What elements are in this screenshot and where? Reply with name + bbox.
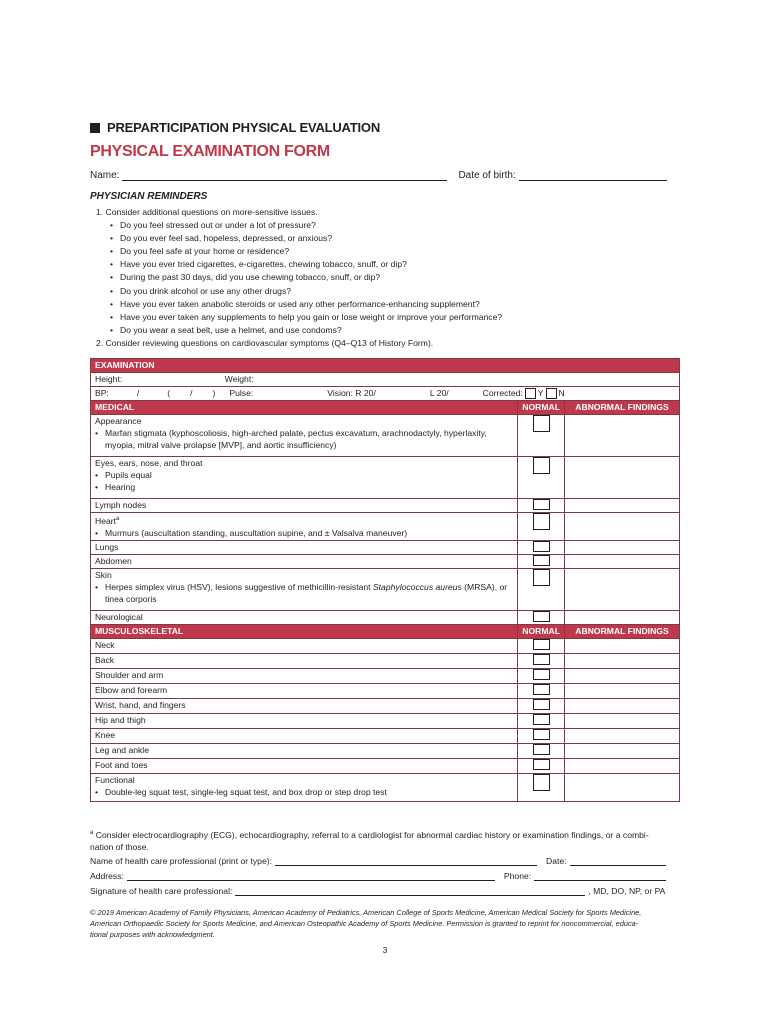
abnormal-findings-field[interactable] [565, 639, 680, 654]
reminder-bullet: • Do you drink alcohol or use any other drugs? [96, 285, 502, 298]
row-bullet: • Herpes simplex virus (HSV), lesions suggestive of methicillin-resistant Staphylococcus aureus (MRSA), or [95, 581, 513, 593]
weight-label: Weight: [224, 374, 254, 384]
square-icon [90, 123, 100, 133]
normal-checkbox[interactable] [533, 669, 550, 680]
reminder-item-2: 2. Consider reviewing questions on cardiovascular symptoms (Q4–Q13 of History Form). [96, 337, 434, 348]
phone-label: Phone: [503, 871, 532, 881]
msk-row-functional [91, 774, 680, 802]
musculoskeletal-header [91, 625, 680, 639]
abnormal-findings-field[interactable] [565, 729, 680, 744]
corrected-no-checkbox[interactable] [546, 388, 557, 399]
row-bullet: • Marfan stigmata (kyphoscoliosis, high-arched palate, pectus excavatum, arachnodactyly, hyperlaxity, [95, 427, 513, 439]
exam-row-lungs [91, 541, 680, 555]
footnote [90, 827, 680, 854]
row-label: Skin [95, 570, 112, 580]
abnormal-findings-field[interactable] [565, 513, 680, 541]
normal-checkbox[interactable] [533, 699, 550, 710]
exam-row-neuro [91, 611, 680, 625]
bp-slash: / [136, 388, 140, 398]
vitals-row [91, 387, 680, 401]
musculoskeletal-section-label: MUSCULOSKELETAL [91, 625, 518, 639]
dob-label: Date of birth: [458, 170, 516, 181]
reminders-list [96, 206, 502, 350]
top-title: PREPARTICIPATION PHYSICAL EVALUATION [107, 120, 381, 135]
name-field[interactable] [122, 179, 447, 181]
normal-checkbox[interactable] [533, 684, 550, 695]
footnote-marker: a [90, 830, 94, 836]
reminder-bullet: • Do you feel safe at your home or residence? [96, 245, 502, 258]
normal-checkbox[interactable] [533, 611, 550, 622]
date-label: Date: [546, 856, 567, 866]
page-number: 3 [382, 945, 388, 955]
msk-row-elbow [91, 684, 680, 699]
form-title: PHYSICAL EXAMINATION FORM [90, 143, 330, 160]
msk-row-shoulder [91, 669, 680, 684]
abnormal-findings-field[interactable] [565, 457, 680, 499]
corrected-yes-checkbox[interactable] [525, 388, 536, 399]
normal-checkbox[interactable] [533, 714, 550, 725]
address-row [90, 871, 680, 881]
abnormal-findings-field[interactable] [565, 415, 680, 457]
normal-checkbox[interactable] [533, 654, 550, 665]
row-label: Eyes, ears, nose, and throat [95, 458, 203, 468]
examination-section-label: EXAMINATION [91, 359, 680, 373]
msk-row-wrist [91, 699, 680, 714]
header-top [90, 120, 380, 135]
row-label: Shoulder and arm [91, 669, 518, 684]
row-label: Wrist, hand, and fingers [91, 699, 518, 714]
exam-row-eent [91, 457, 680, 499]
normal-checkbox[interactable] [533, 499, 550, 510]
abnormal-findings-field[interactable] [565, 759, 680, 774]
corrected-yes-label: Y [537, 388, 544, 398]
row-label: Neurological [91, 611, 518, 625]
provider-name-label: Name of health care professional (print or type): [90, 856, 272, 866]
abnormal-findings-field[interactable] [565, 684, 680, 699]
name-label: Name: [90, 170, 120, 181]
examination-header [91, 359, 680, 373]
exam-row-appearance [91, 415, 680, 457]
normal-checkbox[interactable] [533, 555, 550, 566]
normal-checkbox[interactable] [533, 639, 550, 650]
abnormal-column-header: ABNORMAL FINDINGS [565, 625, 680, 639]
reminder-bullet: • Have you ever taken any supplements to help you gain or lose weight or improve your performance? [96, 311, 502, 324]
date-field[interactable] [570, 864, 666, 866]
row-label: Appearance [95, 416, 142, 426]
vision-left-label: L 20/ [429, 388, 449, 398]
abnormal-findings-field[interactable] [565, 699, 680, 714]
row-label: Lungs [91, 541, 518, 555]
row-bullet: • Murmurs (auscultation standing, auscultation supine, and ± Valsalva maneuver) [95, 527, 513, 539]
abnormal-findings-field[interactable] [565, 669, 680, 684]
row-label: Neck [91, 639, 518, 654]
copyright-line: © 2019 American Academy of Family Physicians, American Academy of Pediatrics, American College of Sports Medicine, American Medical Society for Sports Medicine, [90, 908, 642, 917]
normal-checkbox[interactable] [533, 759, 550, 770]
row-label: Hip and thigh [91, 714, 518, 729]
normal-checkbox[interactable] [533, 513, 550, 530]
identity-row [90, 170, 680, 181]
row-label: Lymph nodes [91, 499, 518, 513]
msk-row-foot [91, 759, 680, 774]
reminder-bullet: • Do you wear a seat belt, use a helmet, and use condoms? [96, 324, 502, 337]
normal-checkbox[interactable] [533, 457, 550, 474]
abnormal-findings-field[interactable] [565, 499, 680, 513]
corrected-label: Corrected: [482, 388, 523, 398]
row-label: Abdomen [91, 555, 518, 569]
bp-paren-close: ) [212, 388, 216, 398]
reminder-bullet: • Have you ever taken anabolic steroids or used any other performance-enhancing supplement? [96, 298, 502, 311]
normal-checkbox[interactable] [533, 729, 550, 740]
signature-field[interactable] [235, 894, 585, 896]
corrected-no-label: N [558, 388, 565, 398]
exam-table [90, 358, 680, 802]
row-label: Elbow and forearm [91, 684, 518, 699]
bp-paren-open: ( [167, 388, 171, 398]
abnormal-findings-field[interactable] [565, 541, 680, 555]
signature-label: Signature of health care professional: [90, 886, 233, 896]
row-bullet-cont: myopia, mitral valve prolapse [MVP], and aortic insufficiency) [105, 440, 337, 451]
credentials-label: , MD, DO, NP, or PA [588, 886, 666, 896]
msk-row-back [91, 654, 680, 669]
normal-column-header: NORMAL [518, 401, 565, 415]
normal-checkbox[interactable] [533, 415, 550, 432]
exam-row-skin [91, 569, 680, 611]
copyright [90, 908, 680, 940]
abnormal-findings-field[interactable] [565, 744, 680, 759]
pulse-label: Pulse: [229, 388, 254, 398]
address-label: Address: [90, 871, 124, 881]
height-weight-row [91, 373, 680, 387]
reminders-title: PHYSICIAN REMINDERS [90, 191, 208, 202]
provider-name-field[interactable] [275, 864, 537, 866]
normal-checkbox[interactable] [533, 744, 550, 755]
phone-field[interactable] [534, 879, 666, 881]
height-label: Height: [95, 374, 123, 384]
footnote-line: nation of those. [90, 842, 149, 853]
normal-checkbox[interactable] [533, 541, 550, 552]
abnormal-findings-field[interactable] [565, 654, 680, 669]
bp-label: BP: [95, 388, 109, 398]
msk-row-neck [91, 639, 680, 654]
row-label: Heart [95, 515, 117, 526]
medical-header [91, 401, 680, 415]
abnormal-findings-field[interactable] [565, 569, 680, 611]
row-label: Foot and toes [91, 759, 518, 774]
row-bullet: • Double-leg squat test, single-leg squat test, and box drop or step drop test [95, 786, 513, 798]
msk-row-hip [91, 714, 680, 729]
copyright-line: tional purposes with acknowledgment. [90, 929, 215, 939]
row-label: Leg and ankle [91, 744, 518, 759]
reminder-item-1: 1. Consider additional questions on more-sensitive issues. [96, 207, 318, 217]
reminder-bullet: • Do you ever feel sad, hopeless, depressed, or anxious? [96, 232, 502, 245]
msk-row-leg [91, 744, 680, 759]
normal-column-header: NORMAL [518, 625, 565, 639]
footnote-marker: a [116, 516, 120, 522]
msk-row-knee [91, 729, 680, 744]
abnormal-findings-field[interactable] [565, 611, 680, 625]
row-bullet-cont: tinea corporis [105, 594, 157, 605]
address-field[interactable] [127, 879, 495, 881]
vision-right-label: Vision: R 20/ [327, 388, 376, 398]
exam-row-lymph [91, 499, 680, 513]
abnormal-column-header: ABNORMAL FINDINGS [565, 401, 680, 415]
abnormal-findings-field[interactable] [565, 714, 680, 729]
exam-row-abdomen [91, 555, 680, 569]
dob-field[interactable] [519, 179, 667, 181]
normal-checkbox[interactable] [533, 774, 550, 791]
copyright-line: American Orthopaedic Society for Sports Medicine, and American Osteopathic Academy of Sports Medicine. Permission is granted to reprint for noncommercial, educa- [90, 918, 639, 928]
provider-name-row [90, 856, 680, 866]
row-label: Knee [91, 729, 518, 744]
normal-checkbox[interactable] [533, 569, 550, 586]
row-bullet: • Hearing [95, 481, 513, 493]
reminder-bullet: • Do you feel stressed out or under a lot of pressure? [96, 219, 502, 232]
abnormal-findings-field[interactable] [565, 555, 680, 569]
reminder-bullet: • During the past 30 days, did you use chewing tobacco, snuff, or dip? [96, 271, 502, 284]
exam-row-heart [91, 513, 680, 541]
row-bullet: • Pupils equal [95, 469, 513, 481]
medical-section-label: MEDICAL [91, 401, 518, 415]
row-label: Back [91, 654, 518, 669]
bp-slash: / [190, 388, 193, 398]
abnormal-findings-field[interactable] [565, 774, 680, 802]
footnote-line: Consider electrocardiography (ECG), echocardiography, referral to a cardiologist for abnormal cardiac history or examination findings, or a combi- [93, 829, 649, 840]
row-label: Functional [95, 775, 135, 785]
reminder-bullet: • Have you ever tried cigarettes, e-cigarettes, chewing tobacco, snuff, or dip? [96, 258, 502, 271]
signature-row [90, 886, 680, 896]
